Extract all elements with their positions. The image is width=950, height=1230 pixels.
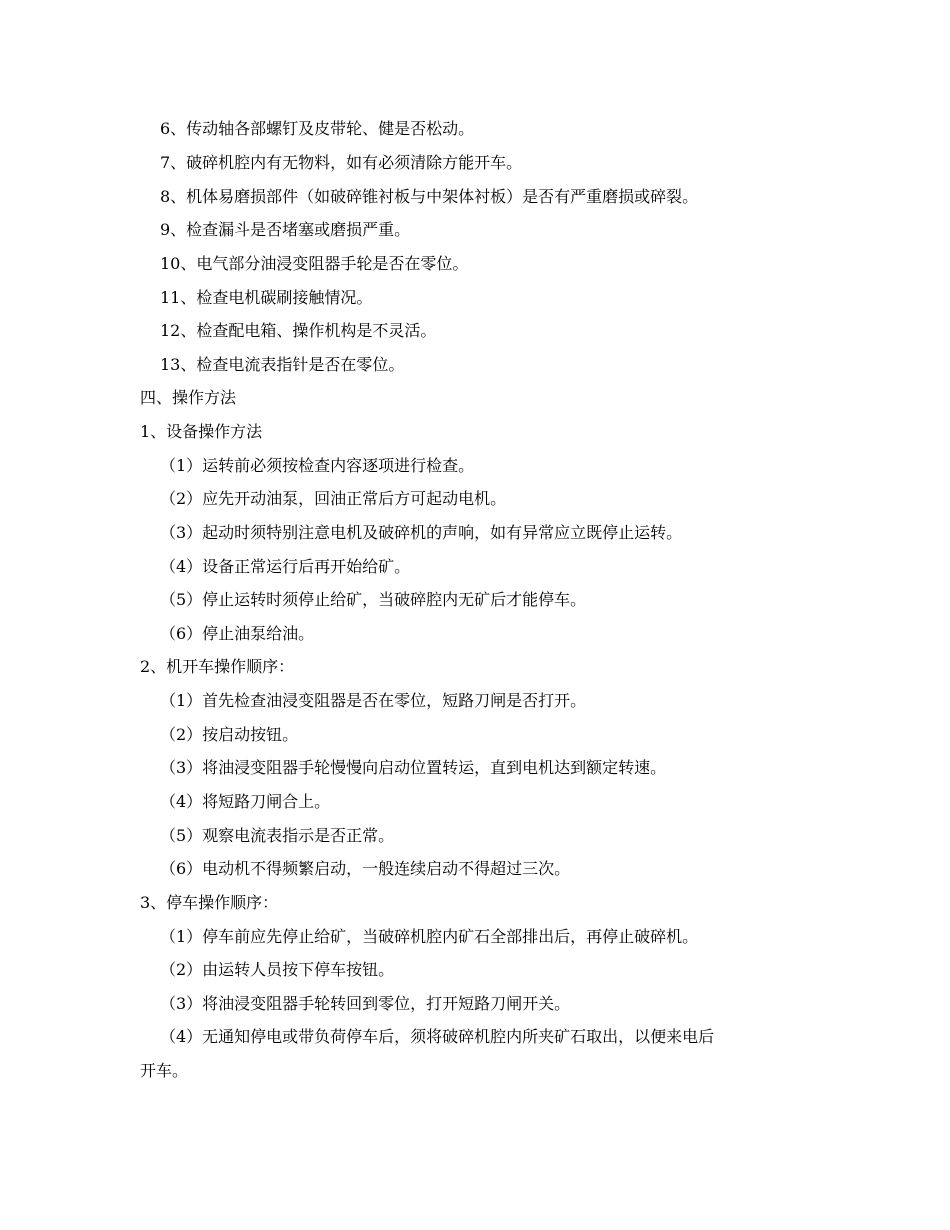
text-line: 13、检查电流表指针是否在零位。 <box>160 355 405 374</box>
text-line: 10、电气部分油浸变阻器手轮是否在零位。 <box>160 254 469 273</box>
text-line: （1）首先检查油浸变阻器是否在零位，短路刀闸是否打开。 <box>160 691 587 710</box>
text-line: （3）起动时须特别注意电机及破碎机的声响，如有异常应立既停止运转。 <box>160 523 683 542</box>
text-line: （4）将短路刀闸合上。 <box>160 792 331 811</box>
subsection-heading: 3、停车操作顺序： <box>140 893 279 912</box>
text-line: （6）停止油泵给油。 <box>160 624 315 643</box>
subsection-heading: 1、设备操作方法 <box>140 422 263 441</box>
text-line: 8、机体易磨损部件（如破碎锥衬板与中架体衬板）是否有严重磨损或碎裂。 <box>160 187 699 206</box>
text-line: （2）按启动按钮。 <box>160 725 299 744</box>
text-line: 6、传动轴各部螺钉及皮带轮、健是否松动。 <box>160 119 475 138</box>
subsection-heading: 2、机开车操作顺序： <box>140 657 295 676</box>
text-line: （3）将油浸变阻器手轮转回到零位，打开短路刀闸开关。 <box>160 994 571 1013</box>
text-line: （5）停止运转时须停止给矿，当破碎腔内无矿后才能停车。 <box>160 590 587 609</box>
text-line: （1）运转前必须按检查内容逐项进行检查。 <box>160 456 475 475</box>
text-line: 7、破碎机腔内有无物料，如有必须清除方能开车。 <box>160 153 523 172</box>
text-line: （6）电动机不得频繁启动，一般连续启动不得超过三次。 <box>160 859 571 878</box>
text-line: （4）设备正常运行后再开始给矿。 <box>160 557 411 576</box>
section-heading: 四、操作方法 <box>140 388 237 407</box>
text-line-continuation: 开车。 <box>140 1061 189 1080</box>
text-line: （5）观察电流表指示是否正常。 <box>160 826 395 845</box>
text-line: （4）无通知停电或带负荷停车后，须将破碎机腔内所夹矿石取出，以便来电后 <box>160 1027 715 1046</box>
text-line: （2）应先开动油泵，回油正常后方可起动电机。 <box>160 489 507 508</box>
text-line: （2）由运转人员按下停车按钮。 <box>160 960 395 979</box>
text-line: 11、检查电机碳刷接触情况。 <box>160 288 373 307</box>
text-line: 12、检查配电箱、操作机构是不灵活。 <box>160 321 437 340</box>
text-line: （1）停车前应先停止给矿，当破碎机腔内矿石全部排出后，再停止破碎机。 <box>160 927 699 946</box>
text-line: （3）将油浸变阻器手轮慢慢向启动位置转运，直到电机达到额定转速。 <box>160 758 667 777</box>
text-line: 9、检查漏斗是否堵塞或磨损严重。 <box>160 220 411 239</box>
